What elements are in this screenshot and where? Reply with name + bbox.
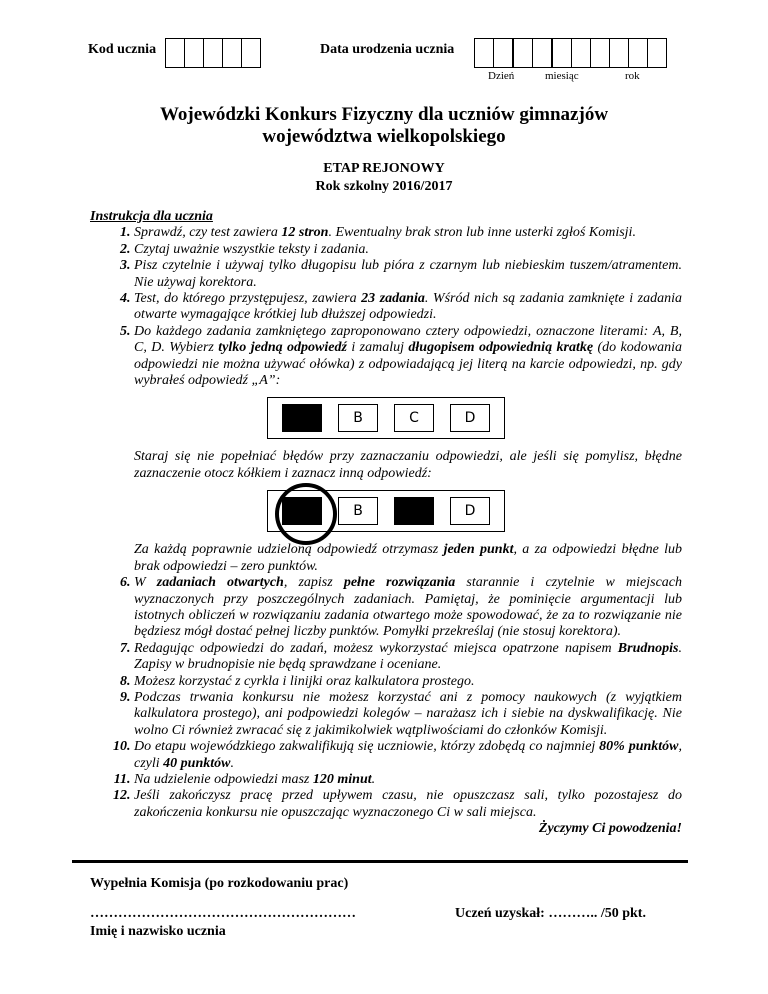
instruction-11: 11. Na udzielenie odpowiedzi masz 120 minut. bbox=[134, 772, 682, 788]
correction-circle-icon bbox=[275, 483, 337, 545]
good-luck-message: Życzymy Ci powodzenia! bbox=[538, 821, 682, 837]
example2-cell-b: B bbox=[338, 497, 378, 525]
instruction-8: 8. Możesz korzystać z cyrkla i linijki oraz kalkulatora prostego. bbox=[134, 674, 682, 690]
dob-day-label: Dzień bbox=[488, 70, 515, 82]
title-line1: Wojewódzki Konkurs Fizyczny dla uczniów gimnazjów bbox=[159, 104, 609, 125]
instruction-1: 1. Sprawdź, czy test zawiera 12 stron. Ewentualny brak stron lub inne usterki zgłoś Komisji. bbox=[134, 225, 682, 241]
dob-year-label: rok bbox=[625, 70, 640, 82]
dob-label: Data urodzenia ucznia bbox=[320, 42, 455, 57]
example2-cell-c bbox=[394, 497, 434, 525]
example1-cell-d: D bbox=[450, 404, 490, 432]
instruction-6: 6. W zadaniach otwartych, zapisz pełne rozwiązania starannie i czytelnie w miejscach wyznaczonych przy poszczególnych zadaniach. Pamiętaj, że pominięcie argumentacji lub istotnych obliczeń w rozwiązaniu zadania otwartego może spowodować, że za to rozwiązanie nie będziesz mógł dostać pełnej liczby punktów. Pomyłki przekreślaj (nie stosuj korektora). bbox=[134, 575, 682, 641]
student-code-label: Kod ucznia bbox=[88, 42, 157, 57]
instruction-4: 4. Test, do którego przystępujesz, zawiera 23 zadania. Wśród nich są zadania zamknięte i zadania otwarte wymagające krótkiej lub dłuższej odpowiedzi. bbox=[134, 291, 682, 324]
student-code-boxes[interactable] bbox=[165, 38, 261, 68]
instruction-10: 10. Do etapu wojewódzkiego zakwalifikują się uczniowie, którzy zdobędą co najmniej 80% punktów, czyli 40 punktów. bbox=[134, 739, 682, 772]
score-field[interactable]: Uczeń uzyskał: ……….. /50 pkt. bbox=[455, 906, 646, 921]
commission-label: Wypełnia Komisja (po rozkodowaniu prac) bbox=[90, 876, 349, 891]
instruction-5-scoring: Za każdą poprawnie udzieloną odpowiedź otrzymasz jeden punkt, a za odpowiedzi błędne lub brak odpowiedzi – zero punktów. bbox=[134, 542, 682, 574]
instructions-list bbox=[90, 225, 682, 389]
answer-example-2 bbox=[90, 490, 682, 532]
title-line2: województwa wielkopolskiego bbox=[262, 126, 506, 147]
school-year: Rok szkolny 2016/2017 bbox=[315, 179, 453, 194]
stage-label: ETAP REJONOWY bbox=[323, 161, 445, 176]
instruction-5: 5. Do każdego zadania zamkniętego zaproponowano cztery odpowiedzi, oznaczone literami: A, B, C, D. Wybierz tylko jedną odpowiedź i zamaluj długopisem odpowiednią kratkę (do kodowania odpowiedzi nie można używać ołówka) z odpowiadającą jej literą na karcie odpowiedzi, np. gdy wybrałeś odpowiedź „A”: bbox=[134, 324, 682, 390]
answer-example-1 bbox=[90, 397, 682, 439]
dob-boxes[interactable] bbox=[474, 38, 667, 68]
instruction-5-correction: Staraj się nie popełniać błędów przy zaznaczaniu odpowiedzi, ale jeśli się pomylisz, błędne zaznaczenie otocz kółkiem i zaznacz inną odpowiedź: bbox=[134, 449, 682, 481]
example2-cell-d: D bbox=[450, 497, 490, 525]
instruction-9: 9. Podczas trwania konkursu nie możesz korzystać ani z pomocy naukowych (z wyjątkiem kalkulatora prostego), ani podpowiedzi kolegów – narażasz ich i siebie na dyskwalifikację. Nie wolno Ci również zwracać się z jakimikolwiek wątpliwościami do członków Komisji. bbox=[134, 690, 682, 739]
instruction-2: 2. Czytaj uważnie wszystkie teksty i zadania. bbox=[134, 242, 682, 258]
instructions-list-2 bbox=[90, 575, 682, 821]
instructions-heading: Instrukcja dla ucznia bbox=[90, 209, 213, 224]
example1-cell-a bbox=[282, 404, 322, 432]
example1-cell-c: C bbox=[394, 404, 434, 432]
divider bbox=[72, 860, 688, 863]
instructions bbox=[90, 209, 682, 838]
instruction-7: 7. Redagując odpowiedzi do zadań, możesz wykorzystać miejsca opatrzone napisem Brudnopis. Zapisy w brudnopisie nie będą sprawdzane i oceniane. bbox=[134, 641, 682, 674]
instruction-12: 12. Jeśli zakończysz pracę przed upływem czasu, nie opuszczasz sali, tylko pozostajesz do zakończenia konkursu nie opuszczając wyznaczonego Ci w sali miejsca. bbox=[134, 788, 682, 821]
student-name-label: Imię i nazwisko ucznia bbox=[90, 924, 226, 939]
example1-cell-b: B bbox=[338, 404, 378, 432]
student-name-field[interactable]: ………………………………………………… bbox=[90, 906, 356, 921]
instruction-3: 3. Pisz czytelnie i używaj tylko długopisu lub pióra z czarnym lub niebieskim tuszem/atramentem. Nie używaj korektora. bbox=[134, 258, 682, 291]
dob-month-label: miesiąc bbox=[545, 70, 579, 82]
